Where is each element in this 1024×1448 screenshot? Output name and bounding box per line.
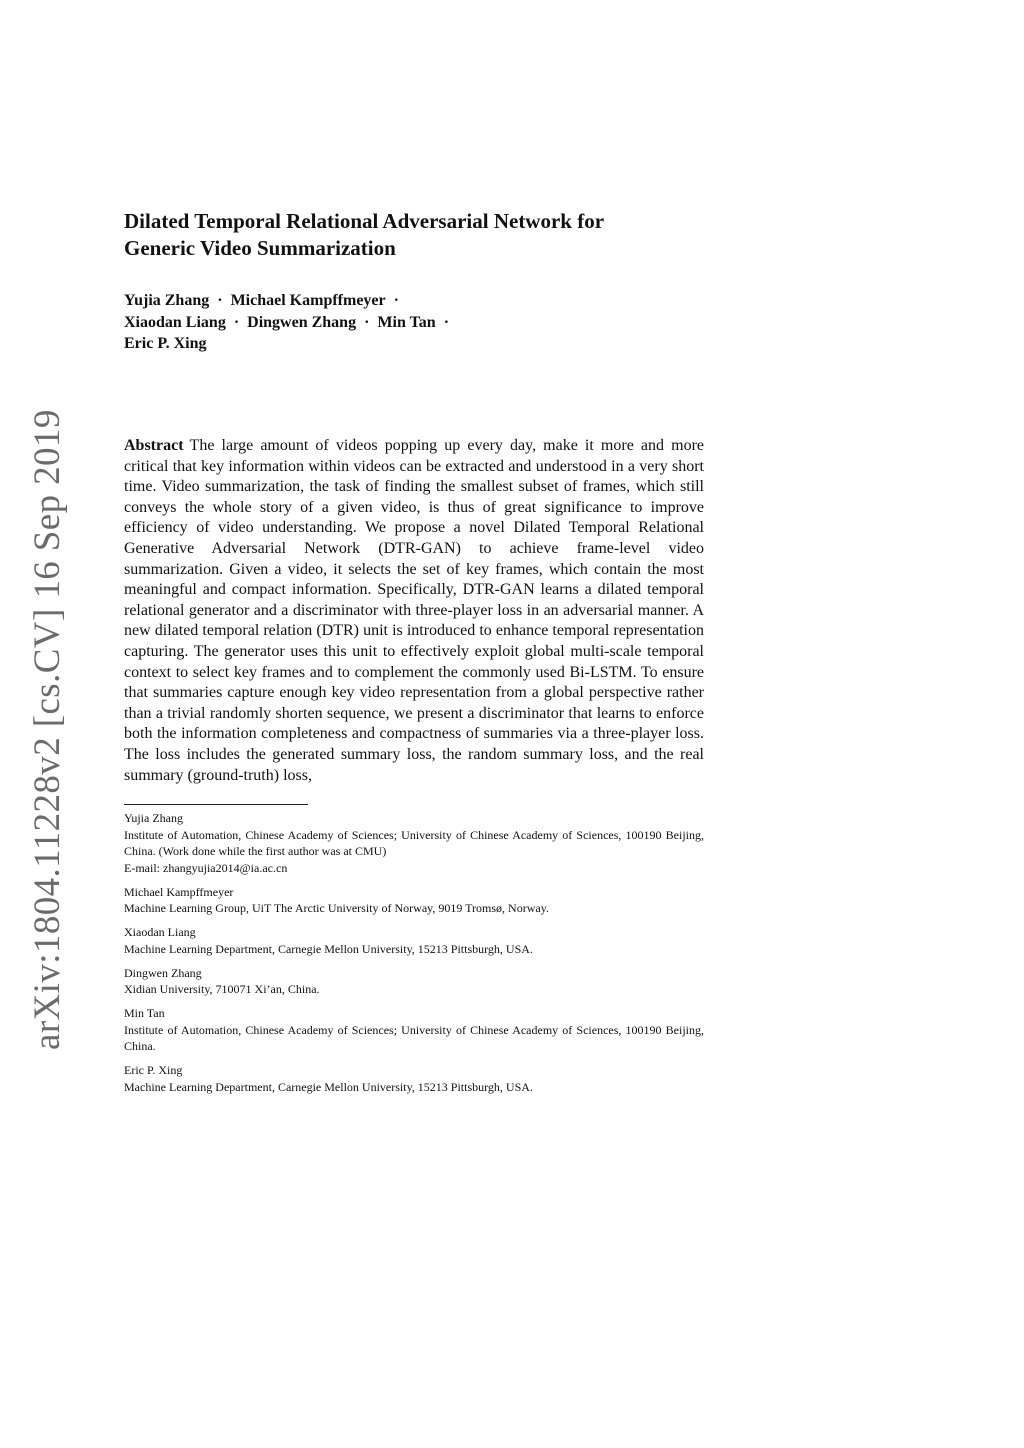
author-name: Michael Kampffmeyer [230,292,386,309]
affiliation-block [124,810,704,876]
affiliation-line: Xidian University, 710071 Xi’an, China. [124,982,320,996]
arxiv-stamp: arXiv:1804.11228v2 [cs.CV] 16 Sep 2019 [27,409,68,1050]
footnote-divider [124,804,308,805]
affiliation-block [124,1005,704,1055]
author-name: Eric P. Xing [124,335,207,352]
author-separator: · [443,313,450,331]
author-name: Dingwen Zhang [247,313,357,331]
title-line-1: Dilated Temporal Relational Adversarial Network for [124,209,605,233]
affiliation-block [124,884,704,917]
affiliation-line: E-mail: zhangyujia2014@ia.ac.cn [124,860,288,875]
author-list [124,290,704,355]
paper-header [124,208,704,355]
abstract-text: The large amount of videos popping up every day, make it more and more critical that key information within videos can be extracted and understood in a very short time. Video summarization, the task of finding the smallest subset of frames, which still conveys the whole story of a given video, is thus of great significance to improve efficiency of video understanding. We propose a novel Dilated Temporal Relational Generative Adversarial Network (DTR-GAN) to achieve frame-level video summarization. Given a video, it selects the set of key frames, which contain the most meaningful and compact information. Specifically, DTR-GAN learns a dilated temporal relational generator and a discriminator with three-player loss in an adversarial manner. A new dilated temporal relation (DTR) unit is introduced to enhance temporal representation capturing. The generator uses this unit to effectively exploit global multi-scale temporal context to select key frames and to complement the commonly used Bi-LSTM. To ensure that summaries capture enough key video representation from a global perspective rather than a trivial randomly shorten sequence, we present a discriminator that learns to enforce both the information completeness and compactness of summaries via a three-player loss. The loss includes the generated summary loss, the random summary loss, and the real summary (ground-truth) loss, [124,437,704,784]
affiliation-author-name: Min Tan [124,1006,165,1020]
affiliation-block [124,924,704,957]
affiliations [124,810,704,1103]
author-line-1 [124,290,704,312]
author-name: Yujia Zhang [124,292,210,309]
affiliation-block [124,965,704,998]
affiliation-line: Institute of Automation, Chinese Academy of Sciences; University of Chinese Academy of Sciences, 100190 Beijing, China. (Work done while the first author was at CMU) [124,827,704,858]
title-line-2: Generic Video Summarization [124,236,396,260]
abstract-label: Abstract [124,437,184,454]
affiliation-block [124,1062,704,1095]
affiliation-line: Institute of Automation, Chinese Academy of Sciences; University of Chinese Academy of Sciences, 100190 Beijing, China. [124,1022,704,1053]
affiliation-author-name: Eric P. Xing [124,1063,183,1077]
author-line-2 [124,312,704,334]
affiliation-author-name: Michael Kampffmeyer [124,884,234,899]
author-separator: · [233,313,240,331]
author-name: Xiaodan Liang [124,313,226,331]
affiliation-author-name: Xiaodan Liang [124,925,196,939]
affiliation-line: Machine Learning Department, Carnegie Mellon University, 15213 Pittsburgh, USA. [124,1079,533,1094]
affiliation-line: Machine Learning Department, Carnegie Mellon University, 15213 Pittsburgh, USA. [124,941,533,956]
author-name: Min Tan [377,313,436,331]
author-separator: · [393,292,399,309]
author-separator: · [364,313,370,331]
affiliation-author-name: Dingwen Zhang [124,965,202,980]
abstract [124,436,704,786]
author-separator: · [217,292,223,309]
author-line-3 [124,333,704,355]
affiliation-line: Machine Learning Group, UiT The Arctic University of Norway, 9019 Tromsø, Norway. [124,901,549,915]
paper-title [124,208,704,262]
affiliation-author-name: Yujia Zhang [124,811,183,825]
